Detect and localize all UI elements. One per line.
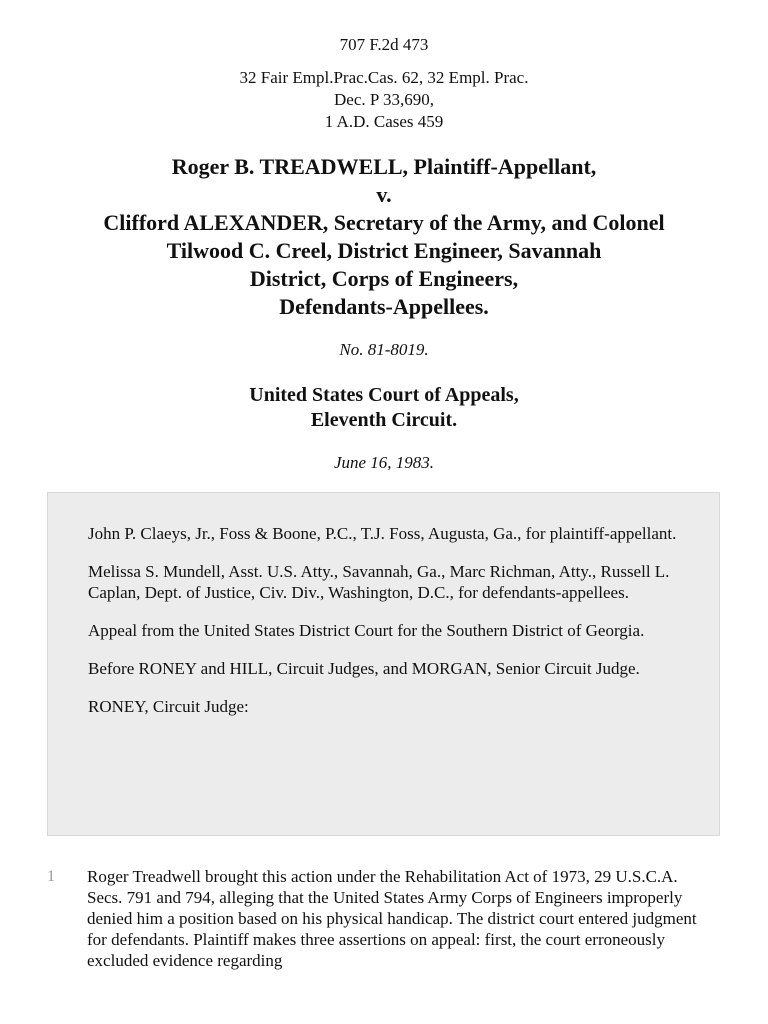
court-name [0, 383, 768, 433]
reporter-line: Dec. P 33,690, [334, 90, 434, 109]
counsel-box-content [88, 523, 688, 734]
paragraph-text: Roger Treadwell brought this action under the Rehabilitation Act of 1973, 29 U.S.C.A. Secs. 791 and 794, alleging that the United States Army Corps of Engineers improperly denied him a position based on his physical handicap. The district court entered judgment for defendants. Plaintiff makes three assertions on appeal: first, the court erroneously excluded evidence regarding [87, 867, 697, 970]
counsel-box [47, 492, 720, 836]
caption-line: Roger B. TREADWELL, Plaintiff-Appellant, [171, 154, 597, 179]
reporter-line: 32 Fair Empl.Prac.Cas. 62, 32 Empl. Prac. [239, 68, 529, 87]
caption-line: v. [376, 182, 392, 207]
court-line: Eleventh Circuit. [310, 409, 458, 431]
paragraph-number: 1 [47, 868, 55, 885]
decision-date: June 16, 1983. [333, 453, 435, 472]
caption-line: Tilwood C. Creel, District Engineer, Savannah [166, 238, 602, 263]
docket-number: No. 81-8019. [339, 340, 429, 359]
court-line: United States Court of Appeals, [249, 384, 519, 406]
caption-line: District, Corps of Engineers, [249, 266, 519, 291]
reporter-line: 1 A.D. Cases 459 [324, 112, 444, 131]
case-caption [0, 153, 768, 321]
appeal-origin: Appeal from the United States District Court for the Southern District of Georgia. [88, 621, 645, 640]
caption-line: Clifford ALEXANDER, Secretary of the Army, and Colonel [103, 210, 665, 235]
opinion-author: RONEY, Circuit Judge: [88, 697, 249, 716]
counsel-plaintiff: John P. Claeys, Jr., Foss & Boone, P.C., T.J. Foss, Augusta, Ga., for plaintiff-appellant. [88, 524, 677, 543]
reporter-citations [0, 67, 768, 133]
case-citation: 707 F.2d 473 [339, 35, 429, 54]
panel-judges: Before RONEY and HILL, Circuit Judges, and MORGAN, Senior Circuit Judge. [88, 659, 640, 678]
counsel-defendants: Melissa S. Mundell, Asst. U.S. Atty., Savannah, Ga., Marc Richman, Atty., Russell L. Caplan, Dept. of Justice, Civ. Div., Washington, D.C., for defendants-appellees. [88, 562, 670, 602]
caption-line: Defendants-Appellees. [279, 294, 489, 319]
